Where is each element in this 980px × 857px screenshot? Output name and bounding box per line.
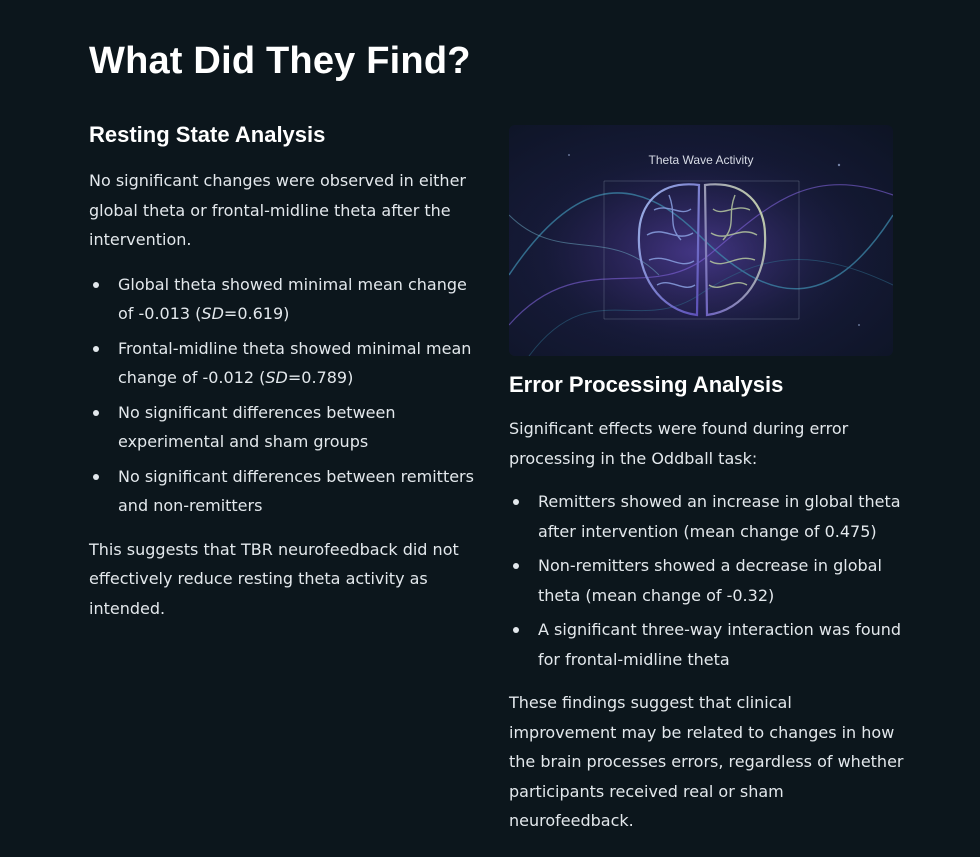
list-item: A significant three-way interaction was found for frontal-midline theta <box>509 615 904 674</box>
page-title: What Did They Find? <box>89 40 471 82</box>
theta-wave-figure <box>509 125 893 356</box>
resting-conclusion: This suggests that TBR neurofeedback did not effectively reduce resting theta activity as intended. <box>89 539 459 618</box>
error-conclusion: These findings suggest that clinical improvement may be related to changes in how the brain processes errors, regardless of whether participants received real or sham neurofeedback. <box>509 693 904 830</box>
resting-state-section <box>89 122 484 623</box>
list-item: No significant differences between experimental and sham groups <box>89 398 484 457</box>
error-bullet-list <box>509 487 904 674</box>
list-item: Remitters showed an increase in global theta after intervention (mean change of 0.475) <box>509 487 904 546</box>
list-item: Global theta showed minimal mean change of -0.013 (SD=0.619) <box>89 270 484 329</box>
resting-heading: Resting State Analysis <box>89 122 326 147</box>
error-intro: Significant effects were found during error processing in the Oddball task: <box>509 419 849 468</box>
resting-intro: No significant changes were observed in either global theta or frontal-midline theta after the intervention. <box>89 171 466 249</box>
resting-bullet-list <box>89 270 484 521</box>
error-heading: Error Processing Analysis <box>509 372 784 397</box>
figure-title: Theta Wave Activity <box>648 153 754 167</box>
list-item: Non-remitters showed a decrease in global theta (mean change of -0.32) <box>509 551 904 610</box>
list-item: Frontal-midline theta showed minimal mean change of -0.012 (SD=0.789) <box>89 334 484 393</box>
error-processing-section <box>509 125 904 836</box>
list-item: No significant differences between remitters and non-remitters <box>89 462 484 521</box>
